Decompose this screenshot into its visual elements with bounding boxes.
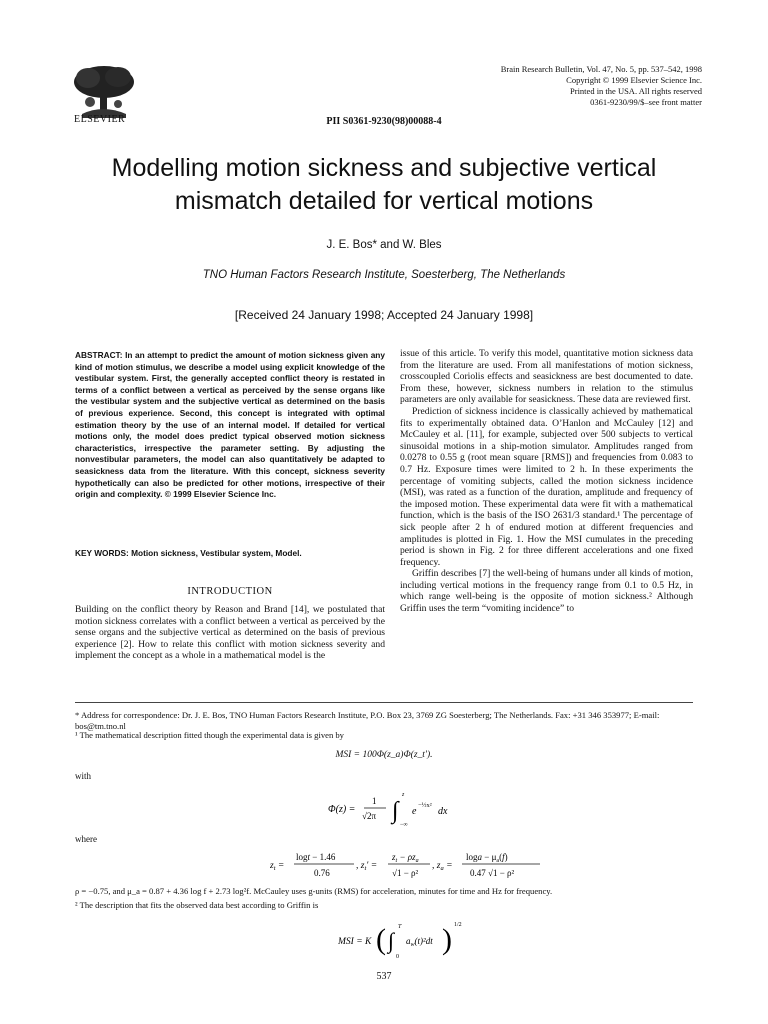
svg-text:dx: dx — [438, 806, 448, 817]
introduction-text — [75, 604, 385, 662]
affiliation: TNO Human Factors Research Institute, Soesterberg, The Netherlands — [202, 269, 566, 281]
page-number: 537 — [376, 971, 392, 982]
svg-text:logt − 1.46: logt − 1.46 — [296, 852, 336, 862]
svg-text:T: T — [398, 924, 402, 930]
paragraph: issue of this article. To verify this model, quantitative motion sickness data from the literature are used. From all manifestations of motion sickness, crosscoupled Coriolis effects and seasickness are best documented to date. From these, however, sickness numbers in relation to the stimulus parameters are only available for seasickness. These data are reviewed first. — [400, 348, 693, 406]
pii-code: PII S0361-9230(98)00088-4 — [326, 116, 442, 127]
svg-text:−½x²: −½x² — [418, 802, 432, 809]
svg-text:z: z — [402, 792, 405, 798]
svg-text:0.47 √1 − ρ²: 0.47 √1 − ρ² — [470, 868, 515, 878]
equation-phi — [320, 786, 480, 830]
svg-text:0: 0 — [396, 954, 399, 960]
right-column — [400, 348, 693, 615]
title-line: Modelling motion sickness and subjective vertical — [111, 154, 657, 182]
section-heading-introduction: INTRODUCTION — [187, 586, 273, 597]
footnote-rho-line: ρ = −0.75, and μ_a = 0.87 + 4.36 log f + 2.73 log²f. McCauley uses g-units (RMS) for acceleration, minutes for time and Hz for frequency. — [75, 886, 553, 896]
svg-text:zt =: $z_t$ = — [270, 861, 285, 872]
received-dates: [Received 24 January 1998; Accepted 24 January 1998] — [234, 308, 534, 322]
svg-text:MSI = K: MSI = K — [338, 937, 372, 947]
footnote-divider — [75, 702, 693, 703]
footnote-correspondence: * Address for correspondence: Dr. J. E. Bos, TNO Human Factors Research Institute, P.O. Box 23, 3769 ZG Soesterberg; The Netherlands. Fax: +31 346 353977; E-mail: bos@tm.tno.nl — [75, 710, 660, 731]
svg-text:∫: ∫ — [392, 798, 399, 824]
paragraph: Building on the conflict theory by Reason and Brand [14], we postulated that motion sickness correlates with a conflict between a vertical as perceived by the sense organs and the subjective vertical as determined on the basis of previous experience [2]. How to relate this conflict with motion sickness severity and implement the concept as a whole in a mathematical model is the — [75, 604, 385, 662]
journal-info — [382, 64, 702, 108]
publisher-name: ELSEVIER — [74, 114, 126, 125]
equation-griffin-msi — [338, 916, 468, 966]
svg-text:): ) — [442, 923, 452, 956]
svg-text:√1 − ρ²: √1 − ρ² — [392, 868, 419, 878]
title-line: mismatch detailed for vertical motions — [174, 187, 594, 215]
svg-text:1: 1 — [372, 796, 377, 806]
svg-text:0.76: 0.76 — [314, 868, 330, 878]
authors: J. E. Bos* and W. Bles — [326, 239, 442, 251]
abstract: ABSTRACT: In an attempt to predict the amount of motion sickness given any kind of motion stimulus, we describe a model using explicit knowledge of the vestibular system. First, the generally accepted conflict theory is restated in terms of a conflict between a vertical as perceived by the sense organs like the vestibular system and the subjective vertical as determined on the basis of previous experience. Second, this concept is integrated with optimal estimation theory by the use of an internal model. If detailed for vertical motions only, the model does predict typical observed motion sickness characteristics, irrespective the parameter setting. By adjusting the nonvestibular parameters, the model can also quantitatively be adapted to seasickness data from the literature. With this concept, sickness severity hypothetically can also be predicted for other motions, irrespective of their origin and complexity. © 1999 Elsevier Science Inc. — [75, 350, 385, 500]
journal-line: Copyright © 1999 Elsevier Science Inc. — [566, 75, 702, 85]
equation-msi: MSI = 100Φ(z_a)Φ(z_t′). — [335, 750, 433, 760]
svg-text:aw(t)²dt: $a_w(t)^2dt$ — [406, 936, 433, 948]
svg-text:, zt′ =: , $z_t'$ = — [356, 861, 378, 872]
svg-text:loga − μa(f): $\log a - \mu_a(f)$ — [466, 852, 508, 864]
svg-text:e: e — [412, 806, 417, 817]
svg-text:1/2: 1/2 — [454, 922, 462, 928]
svg-text:(: ( — [376, 923, 386, 956]
footnote-2: ² The description that fits the observed data best according to Griffin is — [75, 900, 319, 910]
keywords: KEY WORDS: Motion sickness, Vestibular system, Model. — [75, 548, 302, 558]
svg-text:Φ(z) =: Φ(z) = — [328, 804, 356, 815]
svg-text:√2π: √2π — [362, 811, 376, 821]
with-label: with — [75, 771, 92, 781]
paragraph: Griffin describes [7] the well-being of humans under all kinds of motion, including vertical motions in the frequency range from 0.1 to 0.5 Hz, in which range well-being is the opposite of motion sickness.² Although Griffin uses the term “vomiting incidence” to — [400, 568, 693, 615]
where-label: where — [75, 834, 97, 844]
svg-text:, za =: , $z_a$ = — [432, 861, 453, 872]
journal-line: Brain Research Bulletin, Vol. 47, No. 5, pp. 537–542, 1998 — [500, 64, 702, 74]
elsevier-tree-logo — [68, 64, 138, 118]
paragraph: Prediction of sickness incidence is classically achieved by mathematical fits to experimentally obtained data. O’Hanlon and McCauley [12] and McCauley et al. [11], for example, subjected over 500 subjects to vertical sinusoidal motions in a ship-motion simulator. Amplitudes ranged from 0.0278 to 0.55 g (root mean square [RMS]) and frequencies from 0.083 to 0.7 Hz. Exposure times were limited to 2 h. In these experiments the percentage of vomiting subjects, called the motion sickness incidence (MSI), was rated as a function of the duration, amplitude and frequency of the imposed motion. These experimental data were fit with a mathematical function, which is the basis of the ISO 2631/3 standard.¹ The percentage of sick people after 2 h of endured motion at different frequencies and amplitudes is plotted in Fig. 1. How the MSI cumulates in the preceding period is shown in Fig. 2 for three different accelerations and one fixed frequency. — [400, 405, 693, 568]
svg-text:−∞: −∞ — [400, 822, 408, 828]
journal-line: 0361-9230/99/$–see front matter — [590, 97, 702, 107]
footnote-1: ¹ The mathematical description fitted though the experimental data is given by — [75, 730, 344, 740]
svg-text:zt − ρza: $z_t - \rho z_a$ — [392, 852, 419, 864]
article-title — [60, 152, 708, 218]
svg-text:∫: ∫ — [388, 928, 395, 953]
journal-line: Printed in the USA. All rights reserved — [570, 86, 702, 96]
equation-z-terms — [270, 846, 560, 882]
